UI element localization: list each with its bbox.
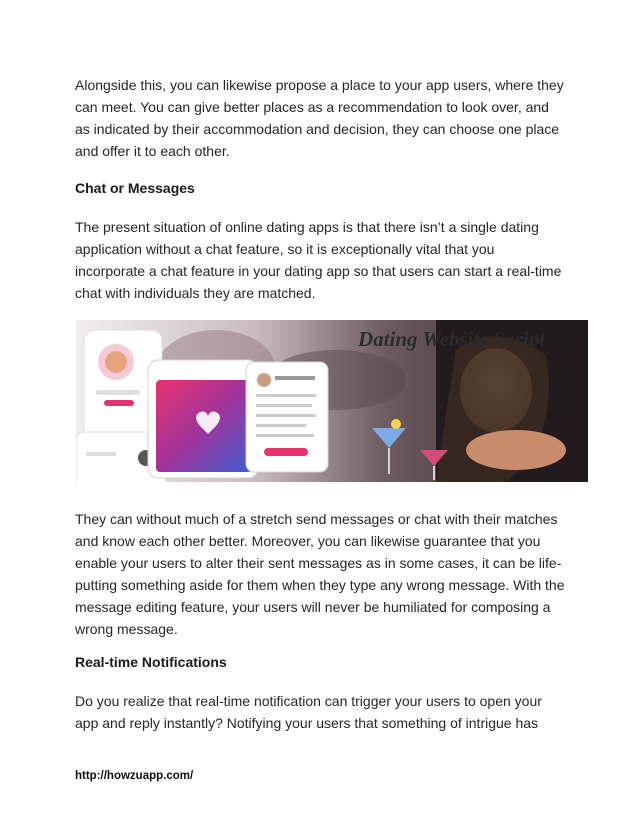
banner-title: Dating Website Script (358, 327, 546, 351)
footer-url-link[interactable]: http://howzuapp.com/ (75, 770, 194, 782)
paragraph-notifications: Do you realize that real-time notification can trigger your users to open your app and reply instantly? Notifying your users that something of intrigue has (75, 693, 542, 731)
dating-website-script-banner (76, 320, 588, 482)
phone-mockup-center (148, 360, 258, 478)
paragraph-meeting-places: Alongside this, you can likewise propose a place to your app users, where they can meet. You can give better places as a recommendation to look over, and as indicated by their accommodation and decision, they can choose one place and offer it to each other. (75, 77, 564, 159)
heading-chat-or-messages: Chat or Messages (75, 180, 195, 196)
paragraph-chat-feature: The present situation of online dating apps is that there isn’t a single dating application without a chat feature, so it is exceptionally vital that you incorporate a chat feature in your dating app so that users can start a real-time chat with individuals they are matched. (75, 219, 562, 301)
banner-illustration (76, 320, 588, 482)
phone-mockup-right (246, 362, 328, 472)
heading-real-time-notifications: Real-time Notifications (75, 654, 227, 670)
paragraph-message-editing: They can without much of a stretch send messages or chat with their matches and know each other better. Moreover, you can likewise guarantee that you enable your users to alter their sent messages as in some cases, it can be life-putting something aside for them when they type any wrong message. With the message editing feature, your users will never be humiliated for composing a wrong message. (75, 511, 565, 637)
